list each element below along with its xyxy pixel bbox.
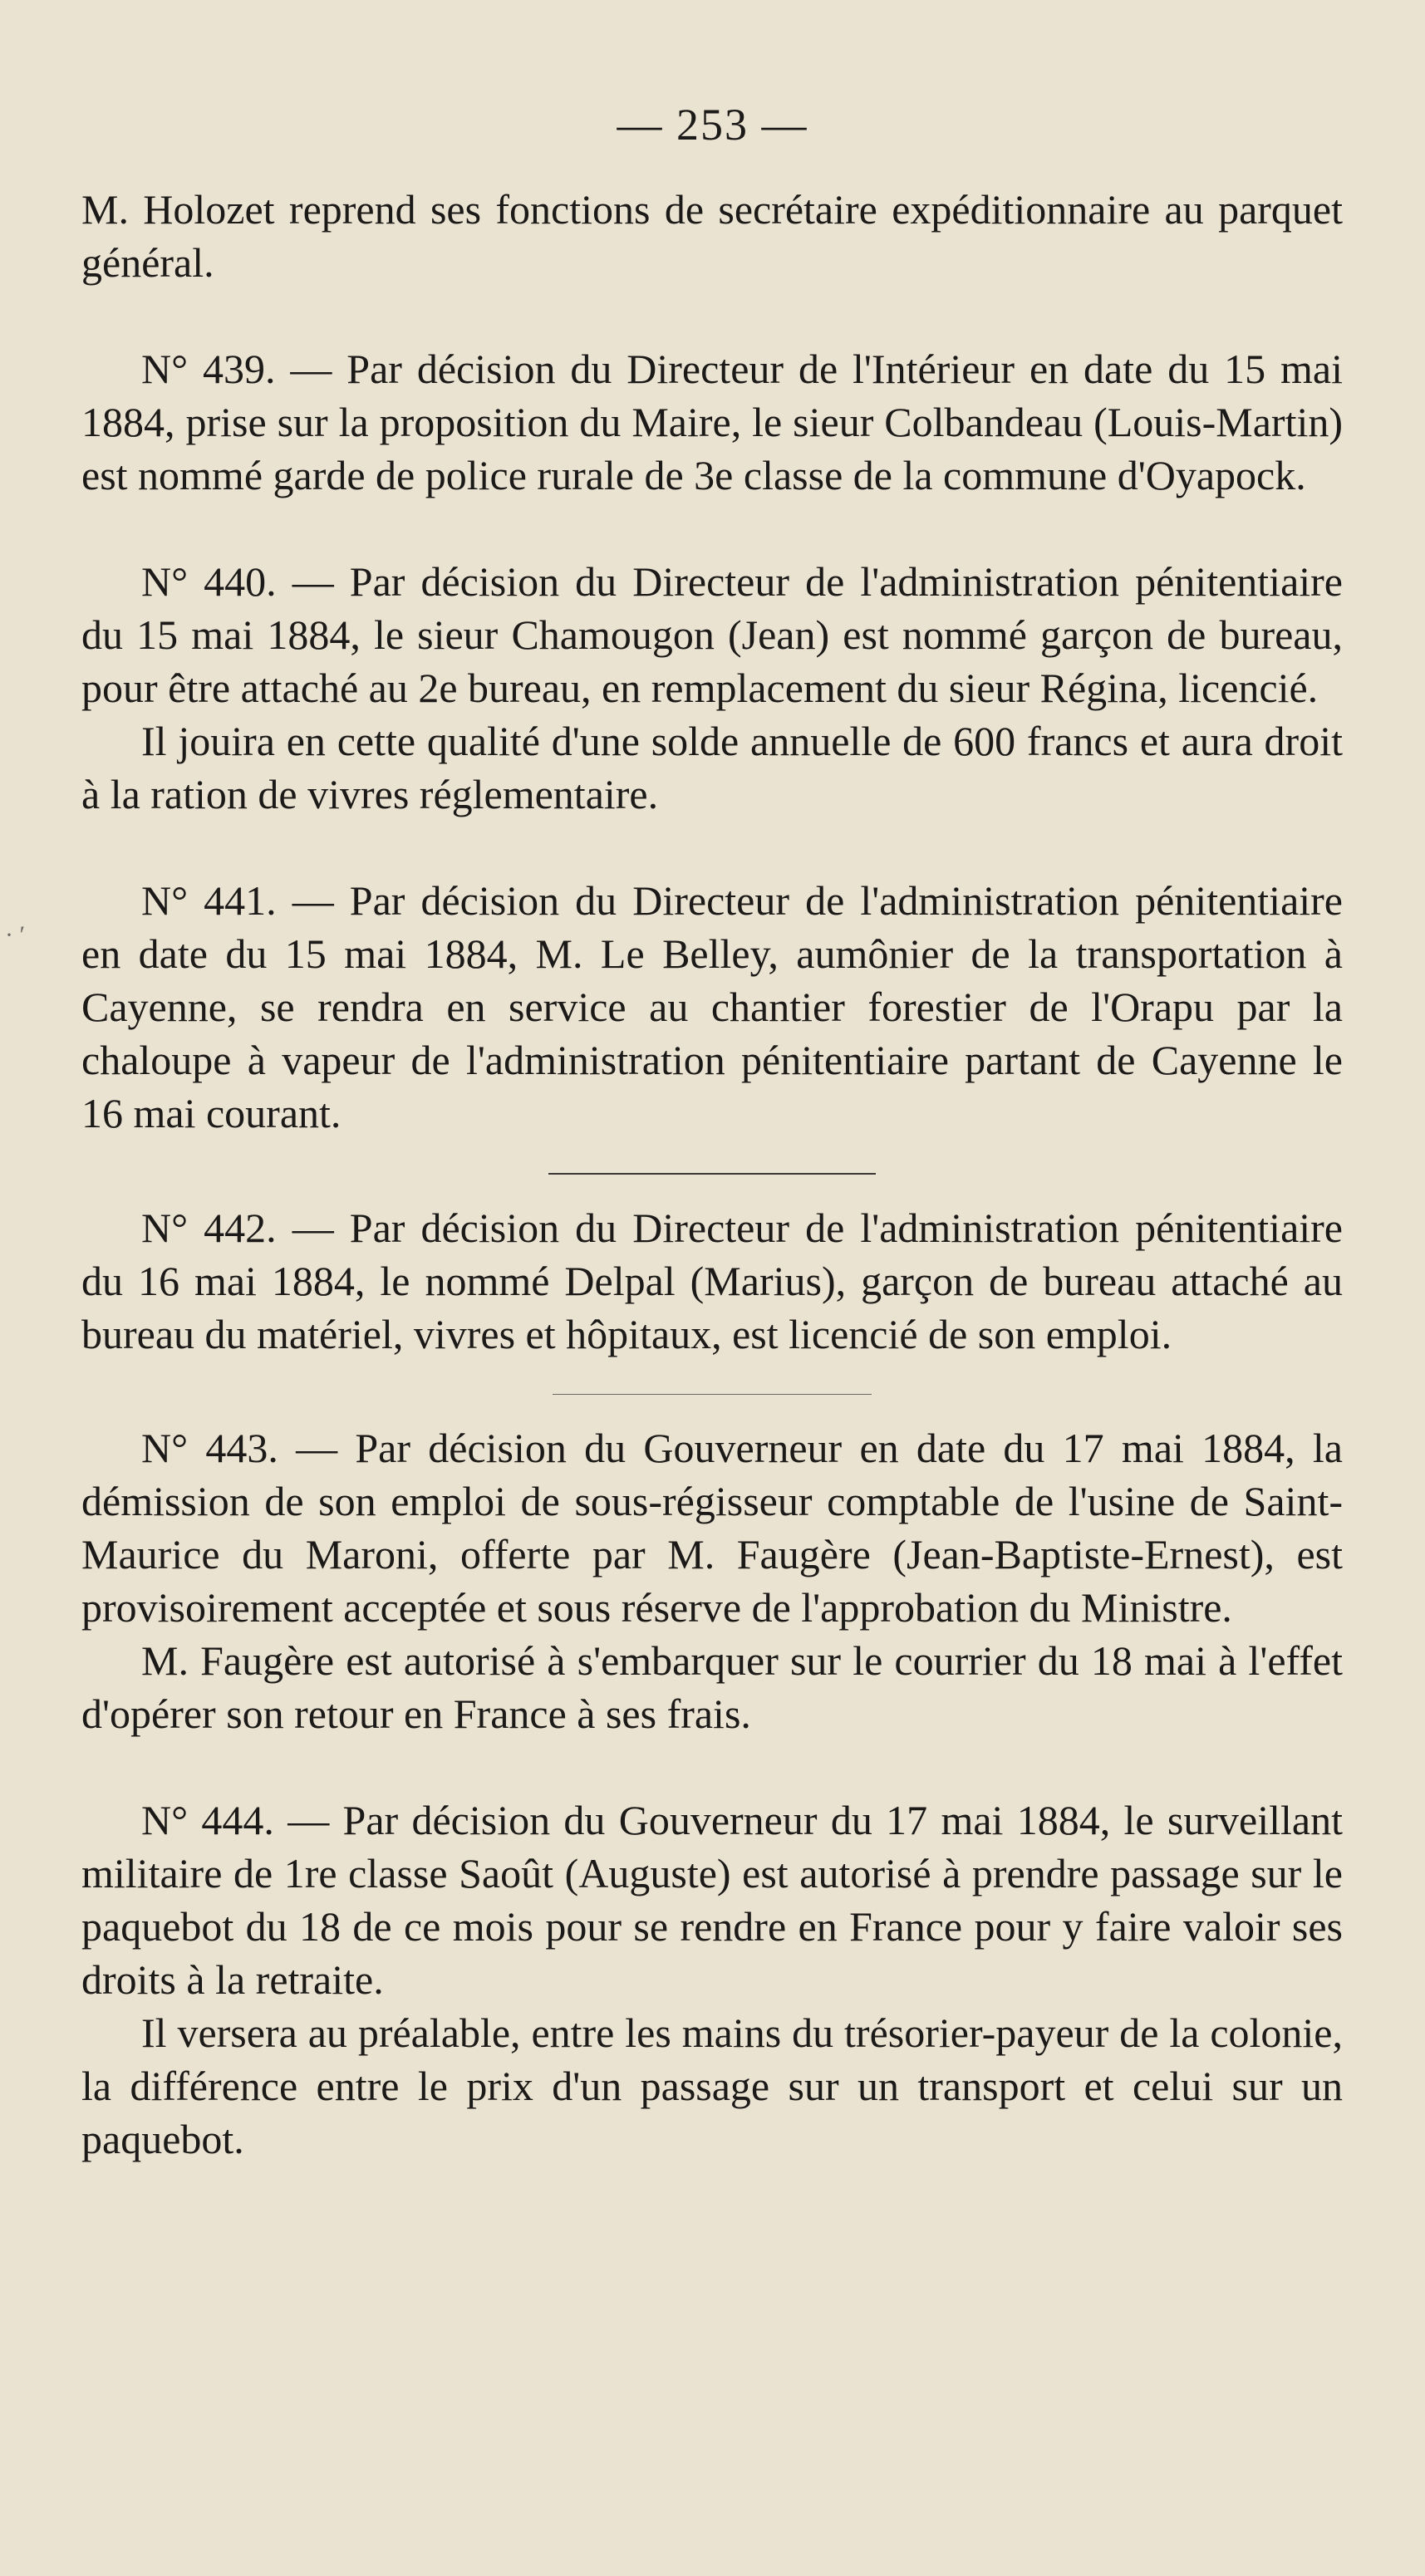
paragraph-442: N° 442. — Par décision du Directeur de l'administration pénitentiaire du 16 mai 1884, le nommé Delpal (Marius), garçon de bureau attaché au bureau du matériel, vivres et hôpitaux, est licencié de son emploi. <box>81 1205 1343 1357</box>
paragraph-443-faugere: M. Faugère est autorisé à s'embarquer sur le courrier du 18 mai à l'effet d'opérer son retour en France à ses frais. <box>81 1637 1343 1737</box>
page-number: — 253 — <box>617 100 808 150</box>
paragraph-441: N° 441. — Par décision du Directeur de l'administration pénitentiaire en date du 15 mai 1884, M. Le Belley, aumônier de la transportation à Cayenne, se rendra en service au chantier forestier de l'Orapu par la chaloupe à vapeur de l'administration pénitentiaire partant de Cayenne le 16 mai courant. <box>81 877 1343 1136</box>
paragraph-440-solde: Il jouira en cette qualité d'une solde annuelle de 600 francs et aura droit à la ration de vivres réglementaire. <box>81 718 1343 817</box>
separator-rule <box>553 1394 872 1395</box>
separator-rule <box>548 1173 876 1175</box>
paragraph-444: N° 444. — Par décision du Gouverneur du 17 mai 1884, le surveillant militaire de 1re classe Saoût (Auguste) est autorisé à prendre passage sur le paquebot du 18 de ce mois pour se rendre en France pour y faire valoir ses droits à la retraite. <box>81 1797 1343 2003</box>
paragraph-440: N° 440. — Par décision du Directeur de l'administration pénitentiaire du 15 mai 1884, le sieur Chamougon (Jean) est nommé garçon de bureau, pour être attaché au 2e bureau, en remplacement du sieur Régina, licencié. <box>81 558 1343 711</box>
document-body <box>81 183 1343 2166</box>
paragraph-439: N° 439. — Par décision du Directeur de l'Intérieur en date du 15 mai 1884, prise sur la proposition du Maire, le sieur Colbandeau (Louis-Martin) est nommé garde de police rurale de 3e classe de la commune d'Oyapock. <box>81 346 1343 498</box>
paragraph-443: N° 443. — Par décision du Gouverneur en date du 17 mai 1884, la démission de son emploi de sous-régisseur comptable de l'usine de Saint-Maurice du Maroni, offerte par M. Faugère (Jean-Baptiste-Ernest), est provisoirement acceptée et sous réserve de l'approbation du Ministre. <box>81 1425 1343 1631</box>
paragraph-holozet: M. Holozet reprend ses fonctions de secrétaire expéditionnaire au parquet général. <box>81 186 1343 286</box>
paragraph-444-versement: Il versera au préalable, entre les mains du trésorier-payeur de la colonie, la différence entre le prix d'un passage sur un transport et celui sur un paquebot. <box>81 2009 1343 2162</box>
margin-mark: · ′ <box>5 921 26 949</box>
